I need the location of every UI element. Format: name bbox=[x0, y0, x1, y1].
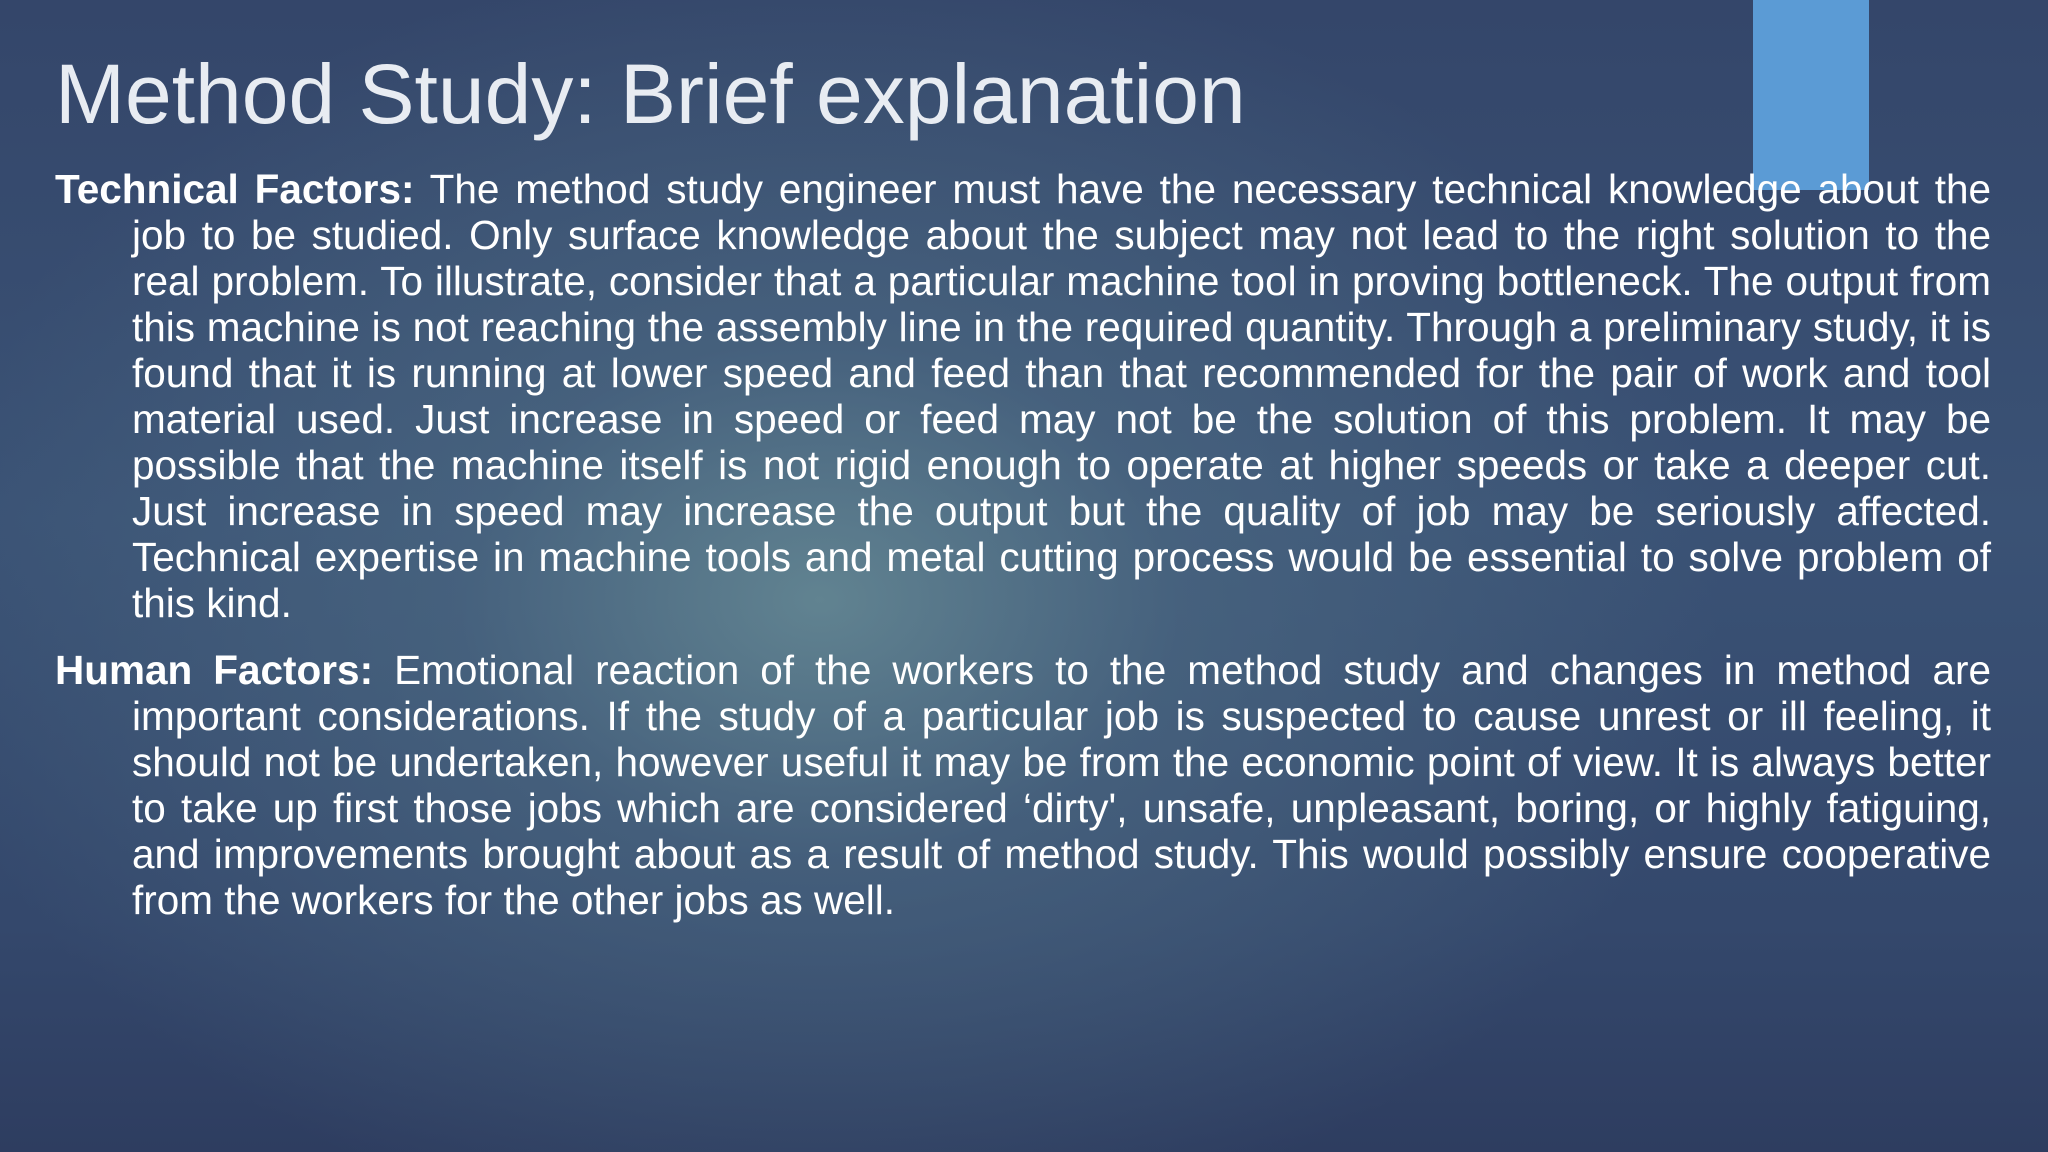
paragraph-lead: Technical Factors: bbox=[55, 166, 415, 212]
paragraph-text: Emotional reaction of the workers to the method study and changes in method are important considerations. If the study of a particular job is suspected to cause unrest or ill feeling, it should not be undertaken, however useful it may be from the economic point of view. It is always better to take up first those jobs which are considered ‘dirty', unsafe, unpleasant, boring, or highly fatiguing, and improvements brought about as a result of method study. This would possibly ensure cooperative from the workers for the other jobs as well. bbox=[132, 647, 1991, 923]
paragraph-lead: Human Factors: bbox=[55, 647, 374, 693]
paragraph-technical-factors bbox=[55, 166, 1991, 626]
slide-body bbox=[55, 166, 1991, 944]
slide-title: Method Study: Brief explanation bbox=[55, 47, 1246, 141]
accent-bar bbox=[1753, 0, 1869, 190]
paragraph-text: The method study engineer must have the necessary technical knowledge about the job to be studied. Only surface knowledge about the subject may not lead to the right solution to the real problem. To illustrate, consider that a particular machine tool in proving bottleneck. The output from this machine is not reaching the assembly line in the required quantity. Through a preliminary study, it is found that it is running at lower speed and feed than that recommended for the pair of work and tool material used. Just increase in speed or feed may not be the solution of this problem. It may be possible that the machine itself is not rigid enough to operate at higher speeds or take a deeper cut. Just increase in speed may increase the output but the quality of job may be seriously affected. Technical expertise in machine tools and metal cutting process would be essential to solve problem of this kind. bbox=[132, 166, 1991, 626]
paragraph-human-factors bbox=[55, 647, 1991, 923]
